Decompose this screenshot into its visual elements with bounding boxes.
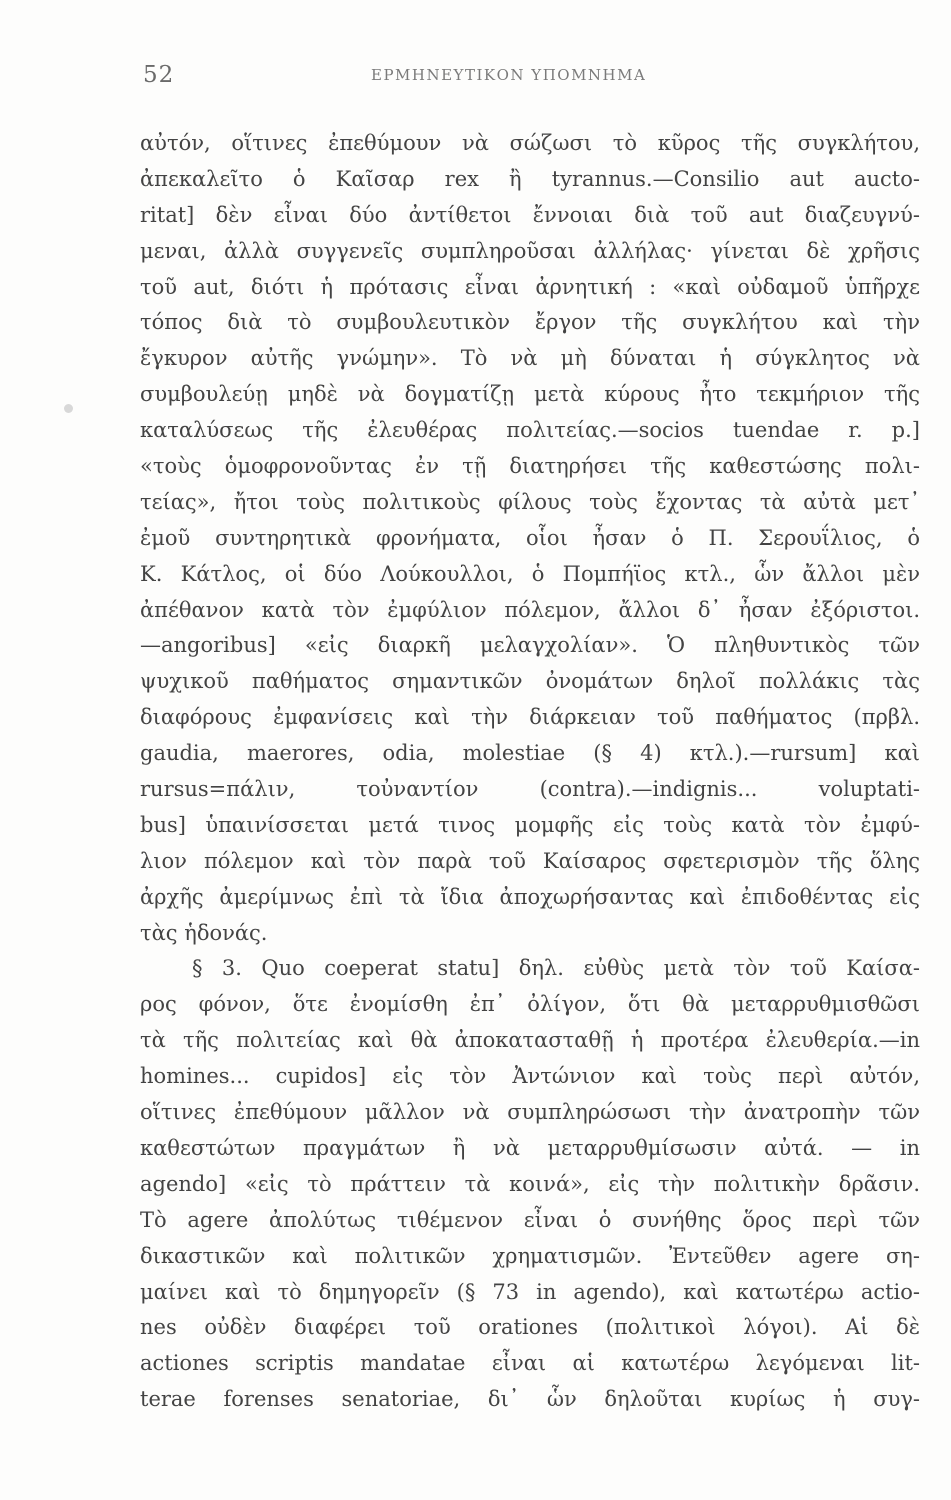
text-line: gaudia, maerores, odia, molestiae (§ 4) κτλ.).—rursum] καὶ [140, 741, 920, 766]
page-number: 52 [143, 62, 175, 88]
text-line: οἵτινες ἐπεθύμουν μᾶλλον νὰ συμπληρώσωσι τὴν ἀνατροπὴν τῶν [140, 1100, 920, 1125]
text-line: Κ. Κάτλος, οἱ δύο Λούκουλλοι, ὁ Πομπήϊος κτλ., ὧν ἄλλοι μὲν [140, 561, 920, 586]
text-line: bus] ὑπαινίσσεται μετά τινος μομφῆς εἰς τοὺς κατὰ τὸν ἐμφύ- [140, 812, 920, 837]
text-line: καθεστώτων πραγμάτων ἢ νὰ μεταρρυθμίσωσιν αὐτά. — in [140, 1135, 920, 1160]
text-line: —angoribus] «εἰς διαρκῆ μελαγχολίαν». Ὁ πληθυντικὸς τῶν [140, 633, 920, 658]
text-line: ἔγκυρον αὐτῆς γνώμην». Τὸ νὰ μὴ δύναται ἡ σύγκλητος νὰ [140, 346, 920, 371]
text-line: λιον πόλεμον καὶ τὸν παρὰ τοῦ Καίσαρος σφετερισμὸν τῆς ὅλης [140, 848, 920, 873]
text-line: καταλύσεως τῆς ἐλευθέρας πολιτείας.—socios tuendae r. p.] [140, 418, 920, 443]
text-line: ἀπέθανον κατὰ τὸν ἐμφύλιον πόλεμον, ἄλλοι δ᾽ ἦσαν ἐξόριστοι. [140, 597, 920, 622]
running-head [143, 62, 843, 92]
text-line: αὐτόν, οἵτινες ἐπεθύμουν νὰ σώζωσι τὸ κῦρος τῆς συγκλήτου, [140, 131, 920, 155]
text-line: nes οὐδὲν διαφέρει τοῦ orationes (πολιτικοὶ λόγοι). Αἱ δὲ [140, 1315, 920, 1340]
text-line: μεναι, ἀλλὰ συγγενεῖς συμπληροῦσαι ἀλλήλας· γίνεται δὲ χρῆσις [140, 238, 920, 263]
text-line: ritat] δὲν εἶναι δύο ἀντίθετοι ἔννοιαι διὰ τοῦ aut διαζευγνύ- [140, 202, 920, 227]
text-line: terae forenses senatoriae, δι᾽ ὧν δηλοῦται κυρίως ἡ συγ- [140, 1387, 920, 1412]
section-start-line: § 3. Quo coeperat statu] δηλ. εὐθὺς μετὰ τὸν τοῦ Καίσα- [192, 956, 920, 981]
text-line: homines... cupidos] εἰς τὸν Ἀντώνιον καὶ τοὺς περὶ αὐτόν, [140, 1064, 920, 1089]
commentary-text [140, 126, 920, 1418]
text-line: δικαστικῶν καὶ πολιτικῶν χρηματισμῶν. Ἐντεῦθεν agere ση- [140, 1243, 920, 1268]
text-line: μαίνει καὶ τὸ δημηγορεῖν (§ 73 in agendo), καὶ κατωτέρω actio- [140, 1279, 920, 1304]
text-line: ἐμοῦ συντηρητικὰ φρονήματα, οἷοι ἦσαν ὁ Π. Σερουΐλιος, ὁ [140, 525, 920, 550]
text-line: ἀρχῆς ἀμερίμνως ἐπὶ τὰ ἴδια ἀποχωρήσαντας καὶ ἐπιδοθέντας εἰς [140, 884, 920, 909]
text-line: «τοὺς ὁμοφρονοῦντας ἐν τῇ διατηρήσει τῆς καθεστώσης πολι- [140, 454, 920, 479]
text-line: διαφόρους ἐμφανίσεις καὶ τὴν διάρκειαν τοῦ παθήματος (πρβλ. [140, 705, 920, 730]
text-line: agendo] «εἰς τὸ πράττειν τὰ κοινά», εἰς τὴν πολιτικὴν δρᾶσιν. [140, 1171, 920, 1196]
text-line: ἀπεκαλεῖτο ὁ Καῖσαρ rex ἢ tyrannus.—Consilio aut aucto- [140, 166, 920, 191]
text-line: Τὸ agere ἀπολύτως τιθέμενον εἶναι ὁ συνήθης ὅρος περὶ τῶν [140, 1207, 920, 1232]
running-title: ΕΡΜΗΝΕΥΤΙΚΟΝ ΥΠΟΜΝΗΜΑ [371, 66, 647, 84]
text-line: τοῦ aut, διότι ἡ πρότασις εἶναι ἀρνητική : «καὶ οὐδαμοῦ ὑπῆρχε [140, 274, 920, 299]
text-line: ρος φόνον, ὅτε ἐνομίσθη ἐπ᾽ ὀλίγον, ὅτι θὰ μεταρρυθμισθῶσι [140, 992, 920, 1017]
text-line: τείας», ἤτοι τοὺς πολιτικοὺς φίλους τοὺς ἔχοντας τὰ αὐτὰ μετ᾽ [140, 489, 920, 514]
paragraph-end-line: τὰς ἡδονάς. [140, 920, 268, 945]
text-line: rursus=πάλιν, τοὐναντίον (contra).—indignis... voluptati- [140, 777, 920, 802]
text-line: τόπος διὰ τὸ συμβουλευτικὸν ἔργον τῆς συγκλήτου καὶ τὴν [140, 310, 920, 335]
text-line: actiones scriptis mandatae εἶναι αἱ κατωτέρω λεγόμεναι lit- [140, 1351, 920, 1376]
margin-spot [64, 404, 73, 413]
text-line: τὰ τῆς πολιτείας καὶ θὰ ἀποκατασταθῇ ἡ προτέρα ἐλευθερία.—in [140, 1028, 920, 1053]
text-line: συμβουλεύῃ μηδὲ νὰ δογματίζῃ μετὰ κύρους ἦτο τεκμήριον τῆς [140, 382, 920, 407]
text-line: ψυχικοῦ παθήματος σημαντικῶν ὀνομάτων δηλοῖ πολλάκις τὰς [140, 669, 920, 694]
